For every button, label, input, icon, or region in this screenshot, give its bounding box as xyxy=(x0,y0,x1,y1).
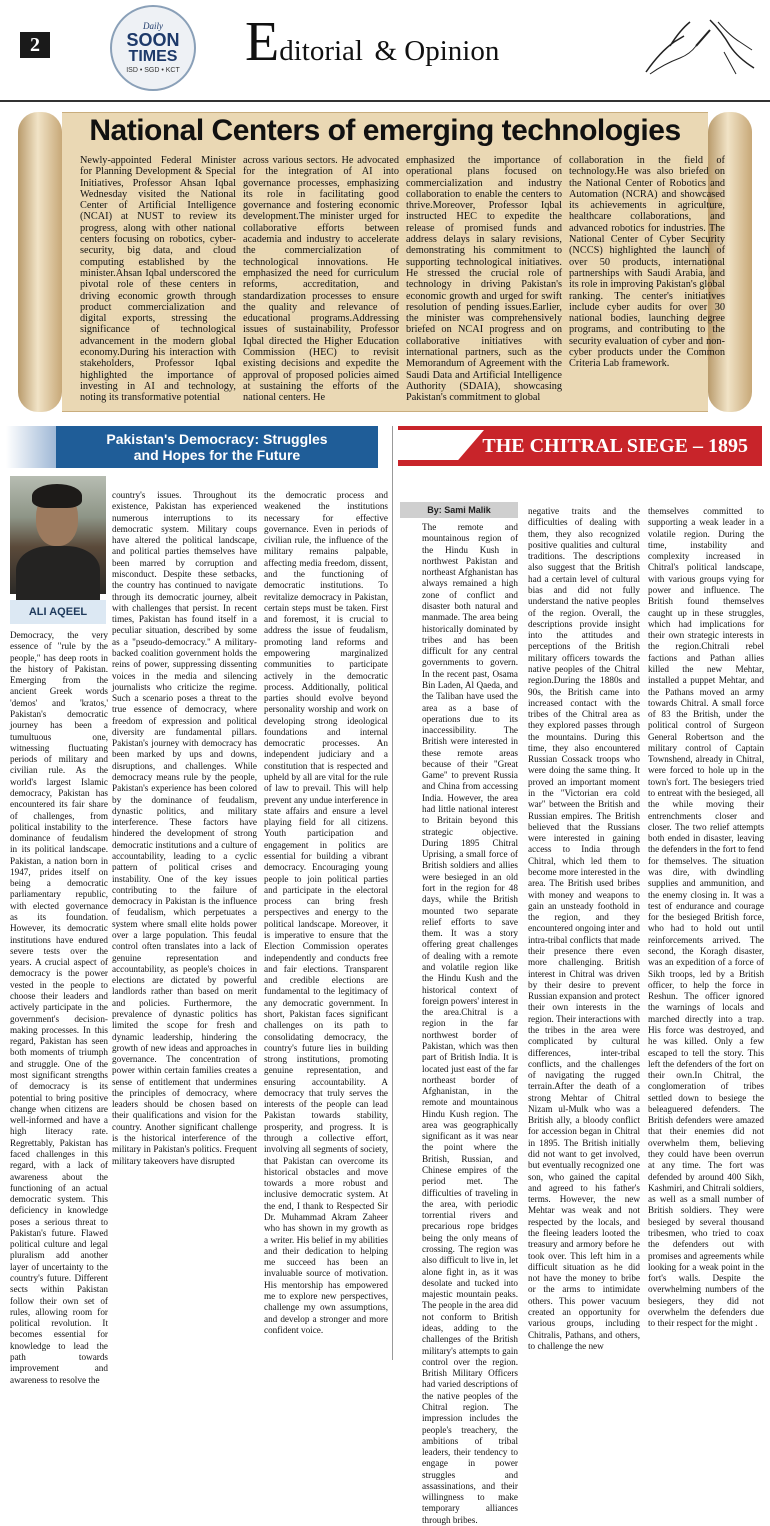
scroll-roll-left xyxy=(18,112,62,412)
opinion-1-column-3: the democratic process and weakened the institutions necessary for effective governance. Even in periods of civilian rule, the influence of the military remains palpable, affecting media freedom, dissent, and the functioning of democratic institutions. To revitalize democracy in Pakistan, certain steps must be taken. First and foremost, it is crucial to address the issue of feudalism, promoting land reforms and empowering marginalized communities to participate actively in the democratic process. Additionally, political parties should evolve beyond personality worship and work on developing strong ideological foundations and internal democratic processes. An independent judiciary and a constitution that is respected and upheld by all are vital for the rule of law to prevail. This will help prevent any undue interference in state affairs and ensure a level playing field for all citizens. Youth participation and engagement in politics are essential for building a vibrant democracy. Encouraging young people to join political parties and participate in the electoral process can bring fresh perspectives and energy to the political landscape. Moreover, it is imperative to ensure that the Election Commission operates independently and conducts free and fair elections. Transparent and credible elections are fundamental to the legitimacy of any democratic government. In short, Pakistan faces significant challenges on its path to consolidating democracy, the country's future lies in building strong institutions, promoting genuine representation, and ensuring accountability. A democracy that truly serves the interests of the people can lead Pakistan towards stability, prosperity, and progress. It is through a collective effort, involving all segments of society, that Pakistan can overcome its historical obstacles and move towards a more robust and inclusive democratic system. At the end, I thank to Respected Sir Dr. Muhammad Akram Zaheer who has shown in my growth as a writer. His belief in my abilities and their dedication to helping me succeed has been an invaluable source of motivation. His mentorship has empowered me to explore new perspectives, challenge my own assumptions, and develop a stronger and more confident voice. xyxy=(264,490,388,1335)
opinion-2-column-2: negative traits and the difficulties of dealing with them, they also recognized positive qualities and cultural traditions. The descriptions also suggest that the British had a certain level of cultural bias and did not fully understand the native peoples of the region. Overall, the descriptions provide insight into the attitudes and perceptions of the British military officers towards the native peoples of the Chitral region.During the 1880s and 90s, the British came into increased contact with the tribes of the Chitral area as they explored passes through the mountains. During this time, they also encountered Russian Cossack troops who were doing the same thing. It proved an important moment in the "Victorian era cold war" between the British and Russian empires. The British believed that the Russians were interested in gaining access to India through Chitral, which led them to become more interested in the area. The British used bribes with money and weapons to gain an unsteady foothold in the region, and they encountered ongoing inter and intra-tribal conflicts that made their presence there even more challenging. British interest in Chitral was driven by their desire to prevent Russian expansion and protect their own interests in the region. Their interactions with the tribes in the area were complicated by cultural differences, inter-tribal conflicts, and the challenges of navigating the rugged terrain.After the death of a strong Mehtar of Chitral Nizam ul-Mulk who was a British ally, a bloody conflict for accession began in Chitral in 1895. The British initially did not want to get involved, but eventually recognized one son, who gained the capital and agreed to his father's terms. However, the new Mehtar was weak and not respected by the locals, and the fleeing leaders looted the treasury and armory before he took over. This left him in a difficult situation as he did not have the money to bribe or the arms to intimidate others. This power vacuum created an opportunity for various groups, including Chitralis, Pathans, and others, to challenge the new xyxy=(528,506,641,1351)
logo-daily: Daily xyxy=(143,21,163,31)
masthead-word: ditorial xyxy=(279,35,363,67)
opinion-1-column-2: country's issues. Throughout its existence, Pakistan has experienced numerous interruptions to its democratic system. Military coups have altered the political landscape, and political parties themselves have been marred by corruption and misconduct. Despite these setbacks, the country has continued to navigate through its democratic journey, albeit with challenges that persist. In recent times, Pakistan has found itself in a peculiar situation, described by some as a "pseudo-democracy." A military-backed coalition government holds the reins of power, suppressing dissenting voices in the media and silencing journalists who criticize the regime. Such a scenario poses a threat to the true essence of democracy, where freedom of expression and political diversity are fundamental pillars. Pakistan's journey with democracy has been marked by ups and downs, disruptions, and challenges. While democracy means rule by the people, Pakistan's experience has been colored by the dominance of feudalism, dynastic politics, and military interference. These factors have hindered the development of strong democratic institutions and a culture of accountability, leading to a cyclic pattern of political crises and instability. One of the key issues contributing to the failure of democracy in Pakistan is the influence of feudalism, which perpetuates a system where small elite holds power over a large population. This feudal control often translates into a lack of genuine representation and accountability, as people's choices in elections are dictated by powerful landlords rather than based on merit and policies. Furthermore, the prevalence of dynastic politics has limited the scope for fresh and dynamic leadership, hindering the growth of new ideas and approaches in governance. The concentration of power within certain families creates a sense of entitlement that undermines the principles of democracy, where leaders should be chosen based on their qualifications and vision for the country. Another significant challenge is the historical interference of the military in Pakistan's politics. Frequent military takeovers have disrupted xyxy=(112,490,257,1166)
editorial-column-2: across various sectors. He advocated for the integration of AI into governance processes, emphasizing its role in facilitating good governance and fostering economic development.The minister urged for collaborative efforts between academia and industry to accelerate the commercialization of technological innovations. He emphasized the need for curriculum reforms, accreditation, and standardization processes to ensure the quality and relevance of educational programs.Addressing issues of sustainability, Professor Iqbal directed the Higher Education Commission (HEC) to revisit existing decisions and expedite the approval of proposed policies aimed at sustaining the efforts of the national centers. He xyxy=(243,155,399,404)
logo-times: TIMES xyxy=(128,48,178,65)
masthead-opinion: & Opinion xyxy=(374,35,500,67)
page-number: 2 xyxy=(20,32,50,58)
hands-writing-sketch-icon xyxy=(640,12,760,80)
section-divider xyxy=(392,426,393,1360)
masthead-initial: E xyxy=(245,11,280,73)
opinion-2-column-1: The remote and mountainous region of the Hindu Kush in northwest Pakistan and northeast Afghanistan has always remained a high zone of conflict and disaster both natural and manmade. The area being historically dominated by tribes and has been difficult for any central governments to govern. In the recent past, Osama Bin Laden, Al Qaeda, and the Taliban have used the area as a base of operations due to its inaccessibility. The British were interested in these remote areas because of their "Great Game" to prevent Russia and China from accessing India. However, the area had little national interest to Britain beyond this strategic objective. During 1895 Chitral Uprising, a small force of British soldiers and allies were besieged in an old fort in the region for 48 days, while the British mounted two separate relief efforts to save them. It was a story offering great challenges of dealing with a remote and volatile region like the Hindu Kush and the historical context of foreign powers' interest in the area.Chitral is a region in the far northwest border of Pakistan, which was then part of British India. It is located just east of the far northeast border of Afghanistan, in the remote and mountainous Hindu Kush region. The area was geographically significant as it was near the point where the British, Russian, and Chinese empires of the period met. The difficulties of traveling in the area, with periodic torrential rivers and precarious rope bridges being the only means of crossing. The region was also difficult to live in, let alone fight in, as it was desolate and tucked into majestic mountain peaks. The people in the area did not conform to British ideas, adding to the challenges of the British military's attempts to gain control over the region. British Military Officers had varied descriptions of the native peoples of the Chitral region. The impression includes the people's treachery, the ambitions of tribal leaders, their tendency to engage in power struggles and assassinations, and their willingness to make temporary alliances through bribes. xyxy=(422,522,518,1525)
author-photo-body xyxy=(16,546,100,606)
newspaper-logo xyxy=(110,5,196,91)
editorial-column-3: emphasized the importance of operational plans focused on commercialization and industry collaboration to enable the centers to thrive.Moreover, Professor Iqbal instructed HEC to expedite the release of promised funds and address delays in salary revisions, demonstrating his commitment to supporting technological initiatives. He stressed the crucial role of technology in driving Pakistan's economic growth and urged for swift resolution of pending issues.Earlier, the minister was comprehensively briefed on NCAI progress and on collaborative initiatives with international partners, such as the Memorandum of Agreement with the Saudi Data and Artificial Intelligence Authority (SDAIA), showcasing Pakistan's commitment to global xyxy=(406,155,562,404)
author-name: ALI AQEEL xyxy=(10,600,106,624)
opinion-1-title-line2: and Hopes for the Future xyxy=(133,447,301,463)
opinion-1-column-1: Democracy, the very essence of "rule by the people," has deep roots in the history of Pakistan. Emerging from the ancient Greek words 'demos' and 'kratos,' Pakistan's democratic journey has been a tumultuous one, witnessing fluctuating periods of military and civilian rule. As the world's largest Islamic democracy, Pakistan has encountered its fair share of challenges, from political instability to the dominance of feudalism in its political landscape. Pakistan, a nation born in 1947, prides itself on being a democratic parliamentary republic, with elected governance as its foundation. However, its democratic institutions have endured severe tests over the years. A crucial aspect of democracy is the power vested in the people to choose their leaders and actively participate in the government's decision-making processes. In this regard, Pakistan has seen both moments of triumph and struggle. One of the most significant strengths of democracy is its potential to bring positive change when citizens are well-informed and have a high literacy rate. Regrettably, Pakistan has faced challenges in this regard, with a lack of awareness about the functioning of an actual democratic system. This deficiency in knowledge poses a serious threat to Pakistan's future. Flawed political culture and legal pluralism add another layer of uncertainty to the country's future. Different sects within Pakistan follow their own set of rules, allowing room for political revolution. It becomes essential for knowledge to lead the path towards improvement and awareness to resolve the xyxy=(10,630,108,1385)
logo-soon: SOON xyxy=(126,30,180,50)
editorial-column-4: collaboration in the field of technology.He was also briefed on the National Center of Robotics and Automation (NCRA) and showcased its achievements in agriculture, healthcare collaborations, and advanced robotics for industries. The National Center of Cyber Security (NCCS) highlighted the launch of over 50 products, international partnerships with Saudi Arabia, and its role in improving Pakistan's global ranking. The center's initiatives include cyber audits for over 30 national bodies, launching degree programs, and contributing to the security evaluation of cyber and non-cyber products under the Common Criteria Lab framework. xyxy=(569,155,726,370)
author-photo xyxy=(10,476,106,594)
section-masthead xyxy=(245,10,499,74)
byline: By: Sami Malik xyxy=(400,502,518,518)
author-photo-hair xyxy=(32,484,82,508)
editorial-title: National Centers of emerging technologies xyxy=(89,114,681,147)
banner-fade xyxy=(6,426,56,468)
opinion-2-column-3: themselves committed to supporting a weak leader in a volatile region. During the time, instability and complexity increased in Chitral's political landscape, with various groups vying for power and influence. The British found themselves caught up in these struggles, which had implications for their own strategic interests in the region.Chitrali rebel factions and Pathan allies killed the new Mehtar, installed a puppet Mehtar, and the Pathans moved an army towards Chitral. A small force of 83 the British, under the political control of Surgeon General Robertson and the military control of Captain Townshend, already in Chitral, were forced to hole up in the town's fort. The besiegers tried to entreat with the besieged, all the while moving their entrenchments closer and closer. The two relief attempts both ended in disaster, leaving the defenders in the fort to fend for themselves. The situation was dire, with dwindling supplies and ammunition, and the enemy closing in. It was a test of endurance and courage for the besieged British force, who had to hold out until reinforcements arrived. The second, the Koragh disaster, was an expedition of a force of Sikh troops, led by a British officer, to help the force in Reshun. The officer ignored the warnings of locals and marched directly into a trap. His force was destroyed, and he was killed. Only a few escaped to tell the story. This left the defenders of the fort on their own.In Chitral, the conglomeration of tribes settled down to besiege the beleaguered defenders. The British defenders were amazed that their enemies did not overwhelm them, believing they could have been overrun at any time. The fort was defended by around 400 Sikh, Kashmiri, and Chitrali soldiers, as well as a small number of British soldiers. They were besieged by several thousand tribesmen, who tried to coax the defenders out with promises and agreements while looking for a weak point in the fort's walls. Despite the overwhelming numbers of the besiegers, they did not overwhelm the defenders due to their respect for the might . xyxy=(648,506,764,1329)
header-rule xyxy=(0,100,770,102)
logo-editions: ISD • SGD • KCT xyxy=(126,67,180,74)
opinion-2-title: THE CHITRAL SIEGE – 1895 xyxy=(398,426,762,466)
opinion-1-title xyxy=(56,426,378,468)
editorial-column-1: Newly-appointed Federal Minister for Planning Development & Special Initiatives, Professor Ahsan Iqbal Wednesday visited the National Center of Artificial Intelligence (NCAI) at NUST to review its progress, along with other national centers focusing on robotics, cyber-security, big data, and cloud computing established by the minister.Ahsan Iqbal underscored the pivotal role of these centers in driving economic growth through product commercialization and digital exports, stressing the significance of technological advancement in the modern global economy.During his interaction with stakeholders, Professor Iqbal highlighted the importance of investing in AI and technology, noting its transformative potential xyxy=(80,155,236,404)
opinion-1-title-line1: Pakistan's Democracy: Struggles xyxy=(106,431,328,447)
